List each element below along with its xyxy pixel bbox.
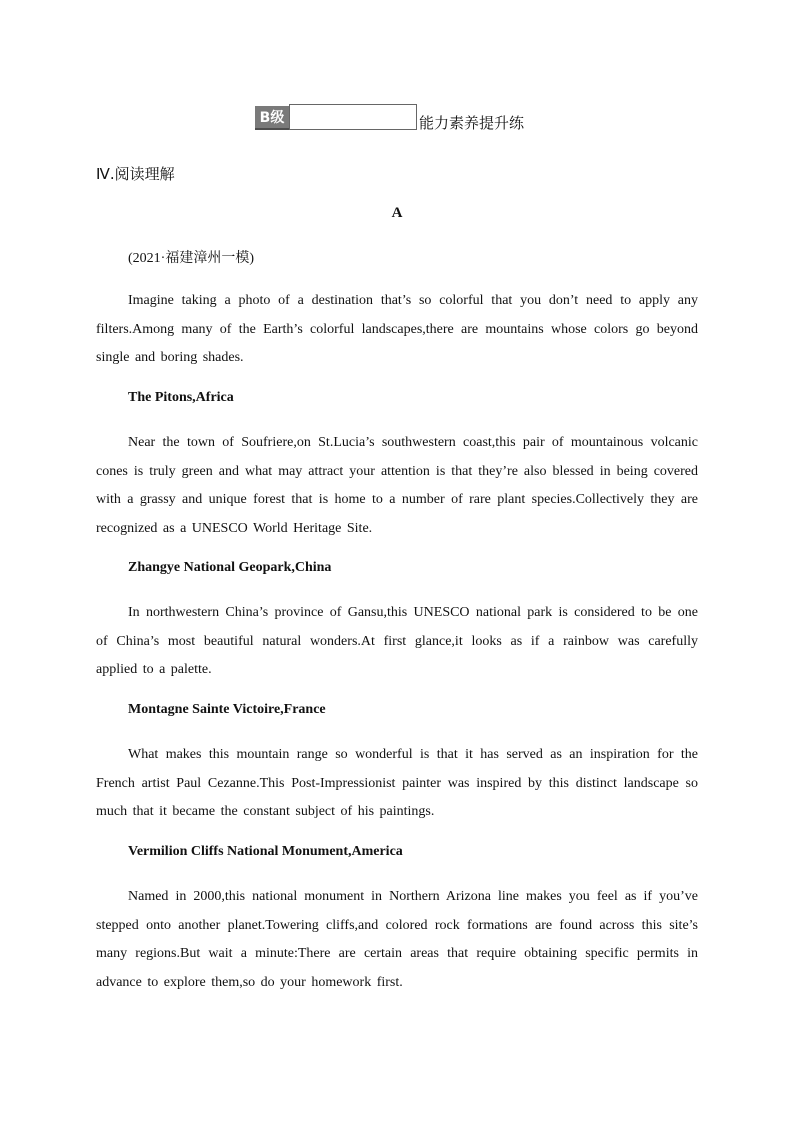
level-title: 能力素养提升练 (419, 113, 525, 132)
subheading-vermilion: Vermilion Cliffs National Monument,America (128, 844, 403, 859)
paragraph-pitons-text: Near the town of Soufriere,on St.Lucia’s southwestern coast,this pair of mountainous volcanic cones is truly green and what may attract your attention is that they’re also blessed in being covered with a grassy and unique forest that is home to a number of rare plant species.Collectively they are recognized as a UNESCO World Heritage Site. (96, 435, 698, 537)
passage-letter: A (391, 205, 403, 221)
paragraph-montagne (96, 741, 698, 827)
section-heading: Ⅳ.阅读理解 (96, 165, 175, 183)
level-badge: B级 (255, 104, 289, 130)
paragraph-zhangye (96, 599, 698, 685)
subheading-montagne: Montagne Sainte Victoire,France (128, 702, 326, 717)
level-header (255, 103, 524, 131)
paragraph-vermilion-text: Named in 2000,this national monument in Northern Arizona line makes you feel as if you’ve stepped onto another planet.Towering cliffs,and colored rock formations are found across this site’s many regions.But wait a minute:There are certain areas that require obtaining specific permits in advance to explore them,so do your homework first. (96, 889, 698, 991)
intro-text: Imagine taking a photo of a destination that’s so colorful that you don’t need to apply any filters.Among many of the Earth’s colorful landscapes,there are mountains whose colors go beyond single and boring shades. (96, 293, 698, 366)
passage-source: (2021·福建漳州一模) (128, 251, 254, 266)
intro-paragraph (96, 287, 698, 373)
paragraph-montagne-text: What makes this mountain range so wonderful is that it has served as an inspiration for the French artist Paul Cezanne.This Post-Impressionist painter was inspired by this distinct landscape so much that it became the constant subject of his paintings. (96, 747, 698, 820)
level-blank-box (289, 104, 417, 130)
paragraph-vermilion (96, 883, 698, 998)
paragraph-pitons (96, 429, 698, 544)
subheading-pitons: The Pitons,Africa (128, 390, 234, 405)
paragraph-zhangye-text: In northwestern China’s province of Gansu,this UNESCO national park is considered to be one of China’s most beautiful natural wonders.At first glance,it looks as if a rainbow was carefully applied to a palette. (96, 605, 698, 678)
subheading-zhangye: Zhangye National Geopark,China (128, 560, 332, 575)
